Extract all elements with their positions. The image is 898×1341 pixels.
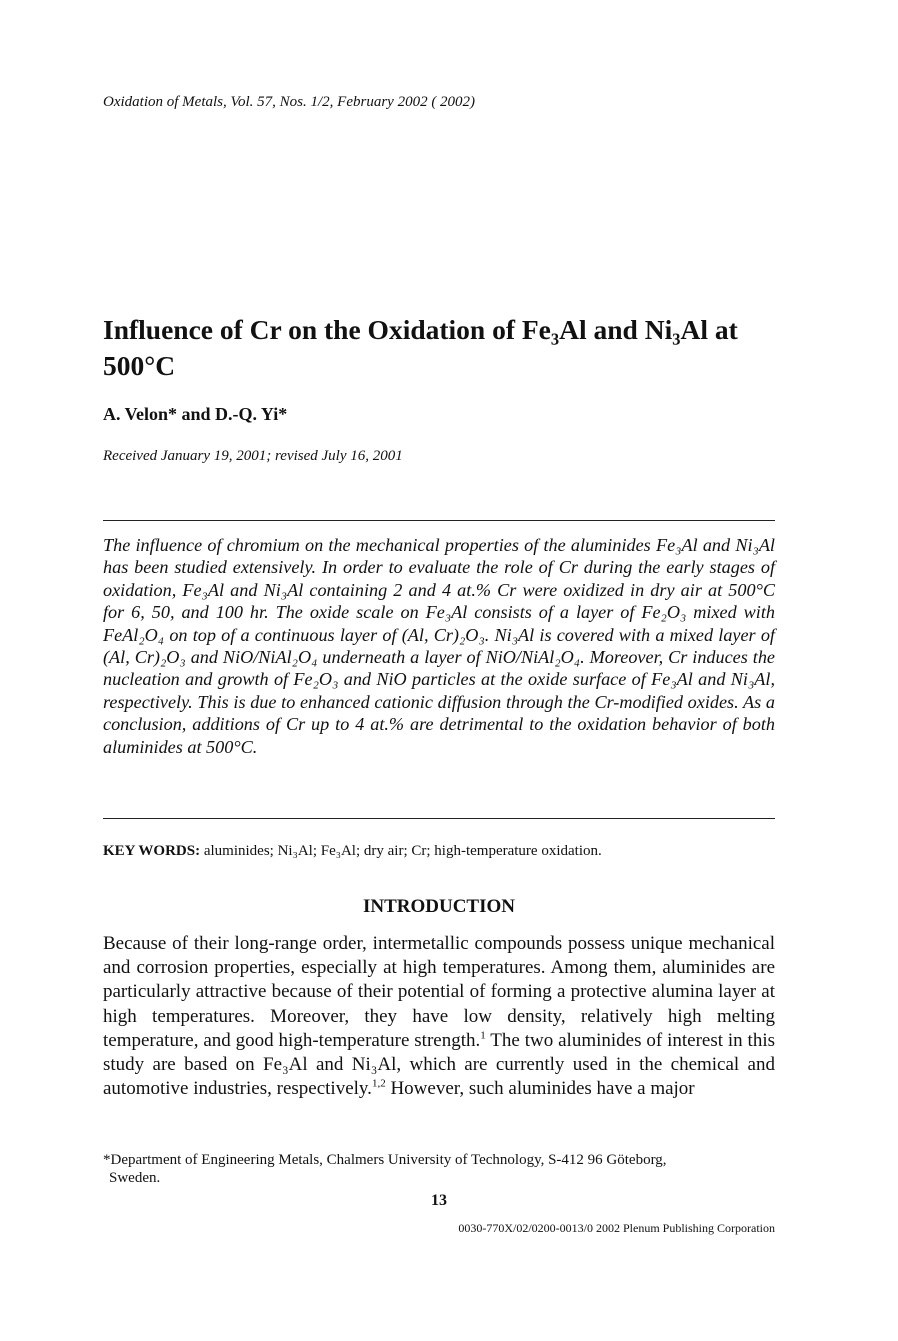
copyright-line: 0030-770X/02/0200-0013/0 2002 Plenum Publishing Corporation: [458, 1221, 775, 1235]
intro-text-part1: Because of their long-range order, intermetallic compounds possess unique mechanical and corrosion properties, especially at high temperatures. Among them, aluminides are particularly attractive because of their potential of forming a protective alumina layer at high temperatures. Moreover, they have low density, relatively high melting temperature, and good high-temperature strength.: [103, 933, 775, 1051]
abstract-bottom-rule: [103, 818, 775, 819]
keywords-text: aluminides; Ni₃Al; Fe₃Al; dry air; Cr; high-temperature oxidation.: [203, 843, 602, 859]
reference-superscript: 1: [480, 1029, 486, 1042]
keywords: [103, 843, 602, 860]
intro-text-part2: The two aluminides of interest in this study are based on Fe₃Al and Ni₃Al, which are currently used in the chemical and automotive industries, respectively.: [103, 1029, 775, 1100]
introduction-heading: INTRODUCTION: [362, 896, 516, 917]
page-number: 13: [431, 1192, 447, 1209]
journal-citation: Oxidation of Metals, Vol. 57, Nos. 1/2, February 2002 ( 2002): [103, 94, 476, 110]
intro-text-part3: However, such aluminides have a major: [385, 1078, 695, 1100]
footnote-line1: *Department of Engineering Metals, Chalmers University of Technology, S-412 96 Göteborg,: [103, 1152, 667, 1168]
affiliation-footnote: [103, 1151, 775, 1187]
article-authors: A. Velon* and D.-Q. Yi*: [103, 404, 288, 424]
abstract-top-rule: [103, 520, 775, 521]
received-dates: Received January 19, 2001; revised July 16, 2001: [103, 448, 403, 464]
reference-superscript: 1,2: [371, 1077, 386, 1090]
keywords-label: KEY WORDS:: [103, 843, 201, 859]
footnote-line2: Sweden.: [109, 1170, 161, 1186]
abstract-text: The influence of chromium on the mechanical properties of the aluminides Fe₃Al and Ni₃Al has been studied extensively. In order to evaluate the role of Cr during the early stages of oxidation, Fe₃Al and Ni₃Al containing 2 and 4 at.% Cr were oxidized in dry air at 500°C for 6, 50, and 100 hr. The oxide scale on Fe₃Al consists of a layer of Fe₂O₃ mixed with FeAl₂O₄ on top of a continuous layer of (Al, Cr)₂O₃. Ni₃Al is covered with a mixed layer of (Al, Cr)₂O₃ and NiO/NiAl₂O₄ underneath a layer of NiO/NiAl₂O₄. Moreover, Cr induces the nucleation and growth of Fe₂O₃ and NiO particles at the oxide surface of Fe₃Al and Ni₃Al, respectively. This is due to enhanced cationic diffusion through the Cr-modified oxides. As a conclusion, additions of Cr up to 4 at.% are detrimental to the oxidation behavior of both aluminides at 500°C.: [103, 535, 775, 757]
introduction-paragraph: [103, 932, 775, 1101]
article-title: Influence of Cr on the Oxidation of Fe₃Al and Ni₃Al at 500°C: [103, 314, 738, 381]
